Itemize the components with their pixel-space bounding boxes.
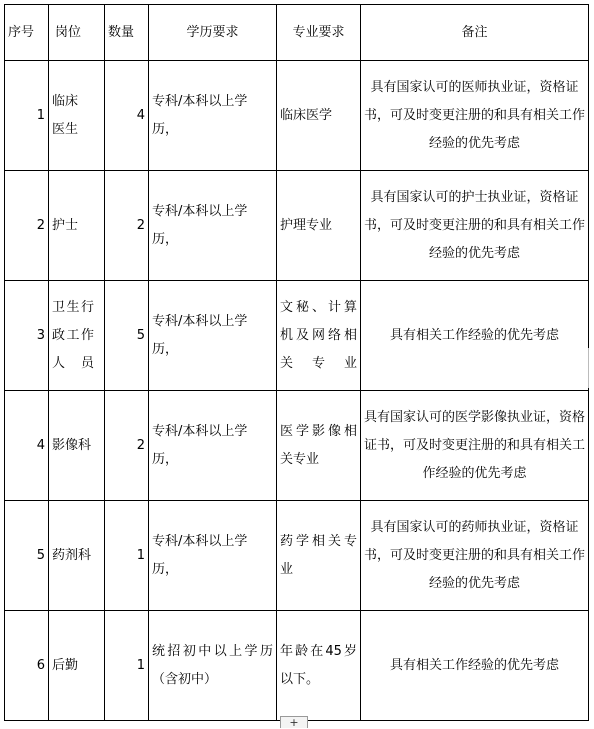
cell-education: 专科/本科以上学历，: [149, 281, 277, 391]
cell-education: 专科/本科以上学历，: [149, 391, 277, 501]
cell-major: [277, 501, 361, 611]
major-text: 医学影像相关专业: [280, 423, 357, 467]
cell-no: 5: [5, 501, 49, 611]
cell-major: 护理专业: [277, 171, 361, 281]
table-row: [5, 611, 589, 721]
position-text: 卫生行政工作人员: [52, 299, 94, 371]
cell-major: [277, 281, 361, 391]
cell-note: 具有国家认可的医师执业证，资格证书，可及时变更注册的和具有相关工作经验的优先考虑: [361, 61, 589, 171]
cell-major: [277, 611, 361, 721]
cell-major: [277, 391, 361, 501]
cell-no: 6: [5, 611, 49, 721]
cell-count: 4: [105, 61, 149, 171]
header-major: 专业要求: [277, 5, 361, 61]
cell-education: 专科/本科以上学历，: [149, 61, 277, 171]
cell-count: 1: [105, 611, 149, 721]
cell-note: 具有相关工作经验的优先考虑: [361, 611, 589, 721]
cell-count: 2: [105, 391, 149, 501]
cell-position: [49, 61, 105, 171]
header-position: 岗位: [49, 5, 105, 61]
cell-count: 5: [105, 281, 149, 391]
cell-note: 具有相关工作经验的优先考虑: [361, 281, 589, 391]
header-note: 备注: [361, 5, 589, 61]
table-row: [5, 281, 589, 391]
cell-education: 专科/本科以上学历，: [149, 501, 277, 611]
cell-no: 3: [5, 281, 49, 391]
table-row: [5, 391, 589, 501]
position-text: 临床医生: [52, 93, 79, 137]
header-education: 学历要求: [149, 5, 277, 61]
cell-no: 4: [5, 391, 49, 501]
cell-position: 后勤: [49, 611, 105, 721]
cell-position: [49, 281, 105, 391]
header-no: 序号: [5, 5, 49, 61]
table-row: [5, 501, 589, 611]
table-row: [5, 171, 589, 281]
cell-no: 2: [5, 171, 49, 281]
education-text: 统招初中以上学历（含初中）: [152, 643, 273, 687]
cell-count: 1: [105, 501, 149, 611]
cell-education: 专科/本科以上学历，: [149, 171, 277, 281]
cell-position: 护士: [49, 171, 105, 281]
table-row: [5, 61, 589, 171]
add-row-handle[interactable]: +: [280, 716, 308, 728]
cell-note: 具有国家认可的药师执业证，资格证书，可及时变更注册的和具有相关工作经验的优先考虑: [361, 501, 589, 611]
page-edge-marker: [588, 348, 594, 388]
cell-position: 影像科: [49, 391, 105, 501]
cell-no: 1: [5, 61, 49, 171]
cell-count: 2: [105, 171, 149, 281]
cell-education: [149, 611, 277, 721]
cell-note: 具有国家认可的护士执业证，资格证书，可及时变更注册的和具有相关工作经验的优先考虑: [361, 171, 589, 281]
cell-note: 具有国家认可的医学影像执业证，资格证书，可及时变更注册的和具有相关工作经验的优先考虑: [361, 391, 589, 501]
cell-position: 药剂科: [49, 501, 105, 611]
cell-major: 临床医学: [277, 61, 361, 171]
major-text: 年龄在45岁以下。: [280, 643, 357, 687]
major-text: 药学相关专业: [280, 533, 357, 577]
recruitment-table: [4, 4, 589, 721]
header-count: 数量: [105, 5, 149, 61]
table-header-row: [5, 5, 589, 61]
major-text: 文秘、计算机及网络相关专业: [280, 299, 357, 371]
